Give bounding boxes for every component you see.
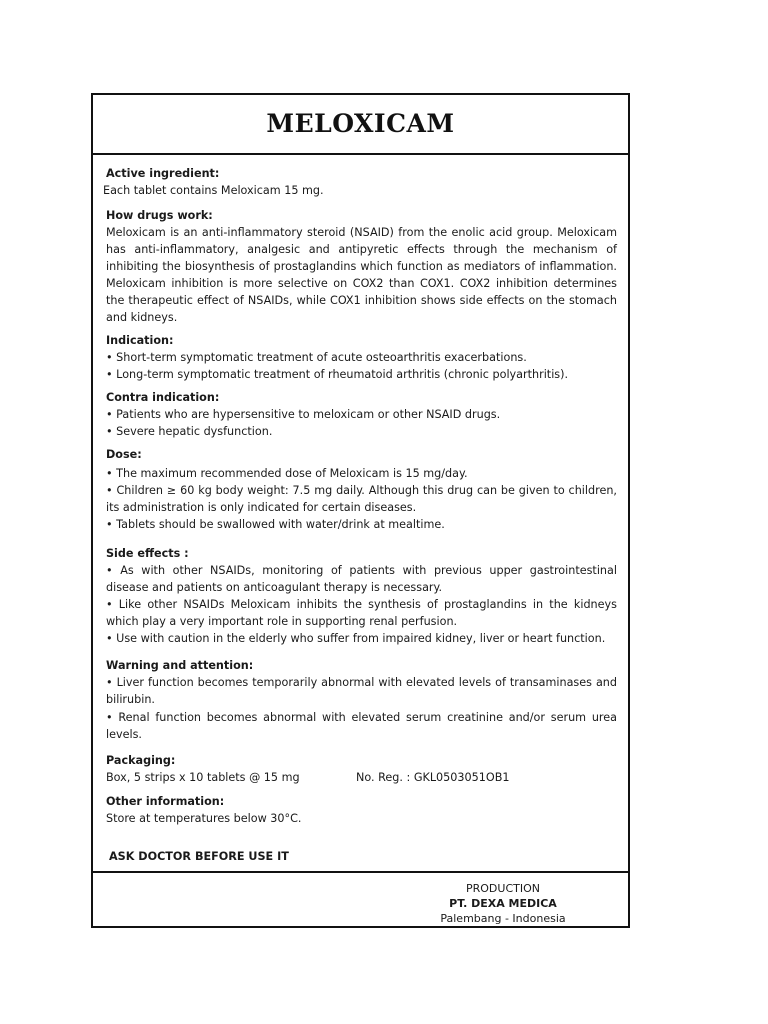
list-item: • Use with caution in the elderly who suffer from impaired kidney, liver or heart function. — [106, 632, 606, 645]
section-heading: Indication: — [106, 334, 174, 347]
list-item: • Short-term symptomatic treatment of acute osteoarthritis exacerbations. — [106, 351, 527, 364]
package-insert — [91, 93, 630, 928]
section-contra-indication — [106, 389, 617, 440]
packaging-row — [106, 769, 617, 786]
registration-number: No. Reg. : GKL0503051OB1 — [356, 771, 510, 784]
section-heading: Warning and attention: — [106, 659, 254, 672]
list-item: • Patients who are hypersensitive to meloxicam or other NSAID drugs. — [106, 408, 501, 421]
section-heading: Side effects : — [106, 547, 189, 560]
ask-doctor-notice: ASK DOCTOR BEFORE USE IT — [109, 850, 289, 863]
section-side-effects — [106, 545, 617, 647]
section-other-information — [106, 793, 617, 827]
section-text: Meloxicam is an anti-inflammatory steroid (NSAID) from the enolic acid group. Meloxicam has anti-inflammatory, analgesic and antipyretic effects through the mechanism of inhibiting the biosynthesis of prostaglandins which function as mediators of inflammation. Meloxicam inhibition is more selective on COX2 than COX1. COX2 inhibition determines the therapeutic effect of NSAIDs, while COX1 inhibition shows side effects on the stomach and kidneys. — [106, 226, 617, 324]
section-how-drugs-work — [106, 207, 617, 326]
producer-block — [393, 881, 613, 926]
list-item: • Renal function becomes abnormal with elevated serum creatinine and/or serum urea levels. — [106, 711, 617, 741]
list-item: • The maximum recommended dose of Meloxicam is 15 mg/day. — [106, 467, 468, 480]
section-heading: How drugs work: — [106, 209, 213, 222]
producer-label: PRODUCTION — [466, 882, 540, 895]
section-active-ingredient — [103, 165, 617, 199]
list-item: • Long-term symptomatic treatment of rheumatoid arthritis (chronic polyarthritis). — [106, 368, 569, 381]
section-heading: Active ingredient: — [106, 167, 220, 180]
section-packaging — [106, 752, 617, 786]
section-heading: Packaging: — [106, 754, 176, 767]
section-warning — [106, 657, 617, 743]
section-heading: Other information: — [106, 795, 225, 808]
list-item: • As with other NSAIDs, monitoring of patients with previous upper gastrointestinal disease and patients on anticoagulant therapy is necessary. — [106, 564, 617, 594]
producer-location: Palembang - Indonesia — [440, 912, 566, 925]
section-heading: Contra indication: — [106, 391, 220, 404]
list-item: • Like other NSAIDs Meloxicam inhibits the synthesis of prostaglandins in the kidneys which play a very important role in supporting renal perfusion. — [106, 598, 617, 628]
producer-company: PT. DEXA MEDICA — [449, 897, 557, 910]
list-item: • Severe hepatic dysfunction. — [106, 425, 273, 438]
page-title: MELOXICAM — [266, 109, 455, 138]
list-item: • Liver function becomes temporarily abnormal with elevated levels of transaminases and bilirubin. — [106, 676, 617, 706]
section-text: Each tablet contains Meloxicam 15 mg. — [103, 184, 324, 197]
title-bar — [93, 95, 628, 155]
footer-divider — [93, 871, 628, 873]
section-dose — [106, 446, 617, 533]
list-item: • Children ≥ 60 kg body weight: 7.5 mg daily. Although this drug can be given to children, its administration is only indicated for certain diseases. — [106, 484, 617, 514]
section-indication — [106, 332, 617, 383]
list-item: • Tablets should be swallowed with water/drink at mealtime. — [106, 518, 445, 531]
section-text: Store at temperatures below 30°C. — [106, 812, 302, 825]
packaging-text: Box, 5 strips x 10 tablets @ 15 mg — [106, 771, 300, 784]
section-heading: Dose: — [106, 448, 142, 461]
insert-content — [103, 165, 617, 827]
